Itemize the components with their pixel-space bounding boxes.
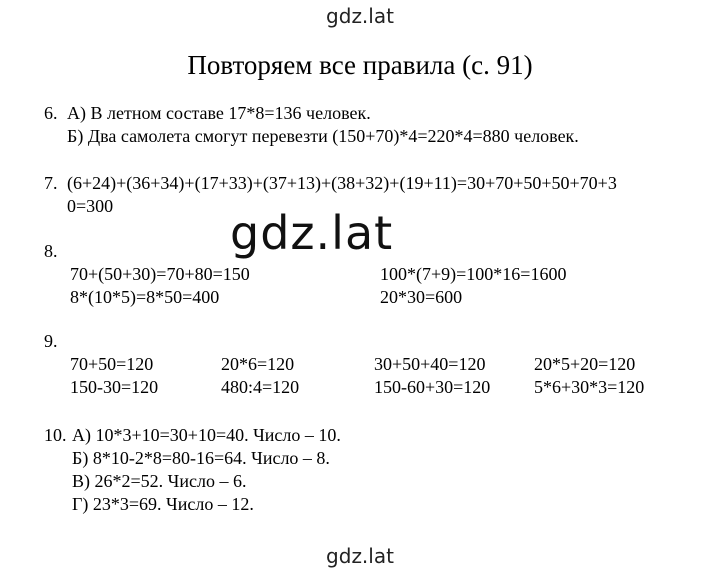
task10-line: В) 26*2=52. Число – 6. (72, 471, 247, 491)
task9-cell: 20*5+20=120 (534, 354, 636, 374)
task8-cell: 20*30=600 (380, 287, 463, 307)
task6-line-b: Б) Два самолета смогут перевезти (150+70)*4=220*4=880 человек. (67, 126, 579, 146)
task7-line2: 0=300 (67, 196, 114, 216)
task8-cell: 70+(50+30)=70+80=150 (70, 264, 250, 284)
task9-cell: 150-30=120 (70, 377, 159, 397)
task9-cell: 30+50+40=120 (374, 354, 486, 374)
task9-cell: 70+50=120 (70, 354, 154, 374)
task9-number: 9. (44, 331, 58, 351)
task10-number: 10. (44, 425, 67, 445)
page-title: Повторяем все правила (с. 91) (187, 50, 533, 80)
task10-line: Г) 23*3=69. Число – 12. (72, 494, 254, 514)
task6-number: 6. (44, 103, 58, 123)
task8-number: 8. (44, 241, 58, 261)
task9-cell: 20*6=120 (221, 354, 295, 374)
watermark-bottom: gdz.lat (326, 544, 394, 568)
task7-number: 7. (44, 173, 58, 193)
task6-line-a: А) В летном составе 17*8=136 человек. (67, 103, 371, 123)
watermark-middle: gdz.lat (230, 206, 394, 260)
watermark-top: gdz.lat (326, 4, 394, 28)
task7-line1: (6+24)+(36+34)+(17+33)+(37+13)+(38+32)+(19+11)=30+70+50+50+70+3 (67, 173, 617, 193)
task9-cell: 480:4=120 (221, 377, 300, 397)
task10-line: Б) 8*10-2*8=80-16=64. Число – 8. (72, 448, 330, 468)
task9-cell: 150-60+30=120 (374, 377, 491, 397)
task8-cell: 8*(10*5)=8*50=400 (70, 287, 220, 307)
task9-cell: 5*6+30*3=120 (534, 377, 645, 397)
task10-line: А) 10*3+10=30+10=40. Число – 10. (72, 425, 341, 445)
task8-cell: 100*(7+9)=100*16=1600 (380, 264, 567, 284)
